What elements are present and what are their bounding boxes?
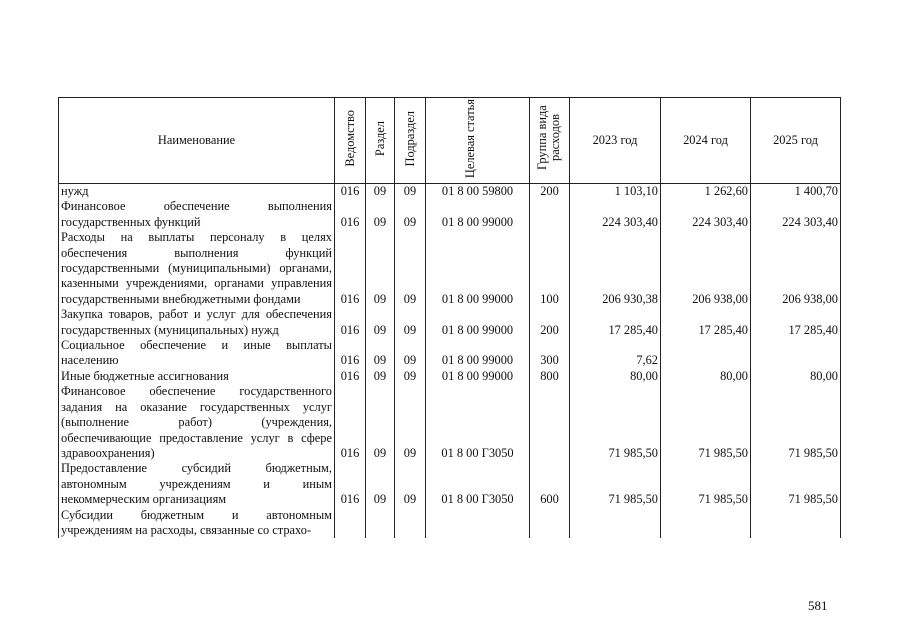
- row-section: 09: [366, 184, 395, 200]
- row-group: [530, 199, 570, 230]
- row-2025: 17 285,40: [751, 307, 841, 338]
- row-target: 01 8 00 99000: [426, 199, 530, 230]
- row-group: 100: [530, 230, 570, 307]
- row-subsection: 09: [395, 184, 426, 200]
- header-section: Раздел: [366, 98, 395, 184]
- row-2024: 206 938,00: [661, 230, 751, 307]
- row-dept: 016: [335, 230, 366, 307]
- row-2024: 71 985,50: [661, 384, 751, 461]
- row-2023: 206 930,38: [570, 230, 661, 307]
- row-dept: 016: [335, 338, 366, 369]
- row-target: 01 8 00 Г3050: [426, 461, 530, 507]
- row-subsection: 09: [395, 338, 426, 369]
- table-row: [59, 184, 841, 200]
- row-dept: 016: [335, 307, 366, 338]
- row-2025: [751, 508, 841, 539]
- row-subsection: 09: [395, 461, 426, 507]
- header-dept: Ведомство: [335, 98, 366, 184]
- row-target: 01 8 00 99000: [426, 338, 530, 369]
- header-2023: 2023 год: [570, 98, 661, 184]
- row-section: 09: [366, 369, 395, 384]
- row-section: 09: [366, 384, 395, 461]
- header-target: Целевая статья: [426, 98, 530, 184]
- row-group: 300: [530, 338, 570, 369]
- row-2023: [570, 508, 661, 539]
- row-dept: [335, 508, 366, 539]
- row-name: нужд: [59, 184, 335, 200]
- row-target: [426, 508, 530, 539]
- row-2025: 1 400,70: [751, 184, 841, 200]
- row-section: 09: [366, 461, 395, 507]
- row-subsection: [395, 508, 426, 539]
- row-subsection: 09: [395, 307, 426, 338]
- row-subsection: 09: [395, 384, 426, 461]
- row-group: [530, 508, 570, 539]
- row-2025: 71 985,50: [751, 384, 841, 461]
- row-2024: 17 285,40: [661, 307, 751, 338]
- row-section: 09: [366, 199, 395, 230]
- row-2024: [661, 508, 751, 539]
- row-2025: 71 985,50: [751, 461, 841, 507]
- row-2024: 1 262,60: [661, 184, 751, 200]
- row-subsection: 09: [395, 230, 426, 307]
- row-2023: 71 985,50: [570, 384, 661, 461]
- table-row: [59, 461, 841, 507]
- row-section: 09: [366, 230, 395, 307]
- page-number: 581: [808, 598, 828, 613]
- row-group: 800: [530, 369, 570, 384]
- row-subsection: 09: [395, 369, 426, 384]
- row-2025: 80,00: [751, 369, 841, 384]
- header-name: Наименование: [59, 98, 335, 184]
- row-2023: 7,62: [570, 338, 661, 369]
- header-subsection: Подраздел: [395, 98, 426, 184]
- row-2023: 224 303,40: [570, 199, 661, 230]
- table-row: [59, 230, 841, 307]
- row-name: Финансовое обеспечение выполнения государственных функций: [59, 199, 335, 230]
- table-row: [59, 307, 841, 338]
- row-target: 01 8 00 99000: [426, 307, 530, 338]
- table-header-row: [59, 98, 841, 184]
- row-2024: 80,00: [661, 369, 751, 384]
- row-2024: 71 985,50: [661, 461, 751, 507]
- row-section: [366, 508, 395, 539]
- table-row: [59, 369, 841, 384]
- row-group: 600: [530, 461, 570, 507]
- row-name: Иные бюджетные ассигнования: [59, 369, 335, 384]
- row-dept: 016: [335, 461, 366, 507]
- row-dept: 016: [335, 384, 366, 461]
- header-2024: 2024 год: [661, 98, 751, 184]
- table-row: [59, 338, 841, 369]
- row-2024: 224 303,40: [661, 199, 751, 230]
- table-row: [59, 508, 841, 539]
- row-target: 01 8 00 Г3050: [426, 384, 530, 461]
- row-2023: 17 285,40: [570, 307, 661, 338]
- header-2025: 2025 год: [751, 98, 841, 184]
- row-name: Социальное обеспечение и иные выплаты населению: [59, 338, 335, 369]
- row-2023: 71 985,50: [570, 461, 661, 507]
- row-group: 200: [530, 184, 570, 200]
- table-row: [59, 384, 841, 461]
- table-row: [59, 199, 841, 230]
- row-section: 09: [366, 307, 395, 338]
- row-2023: 80,00: [570, 369, 661, 384]
- row-subsection: 09: [395, 199, 426, 230]
- row-dept: 016: [335, 369, 366, 384]
- row-dept: 016: [335, 199, 366, 230]
- row-2025: 206 938,00: [751, 230, 841, 307]
- row-section: 09: [366, 338, 395, 369]
- row-2025: 224 303,40: [751, 199, 841, 230]
- header-group: Группа вида расходов: [530, 98, 570, 184]
- row-dept: 016: [335, 184, 366, 200]
- row-2023: 1 103,10: [570, 184, 661, 200]
- row-target: 01 8 00 99000: [426, 230, 530, 307]
- row-name: Расходы на выплаты персоналу в целях обеспечения выполнения функций государственными (муниципальными) органами, казенными учреждениями, органами управления государственными внебюджетными фондами: [59, 230, 335, 307]
- row-group: [530, 384, 570, 461]
- row-target: 01 8 00 99000: [426, 369, 530, 384]
- row-group: 200: [530, 307, 570, 338]
- row-name: Закупка товаров, работ и услуг для обеспечения государственных (муниципальных) нужд: [59, 307, 335, 338]
- row-name: Субсидии бюджетным и автономным учреждениям на расходы, связанные со страхо-: [59, 508, 335, 539]
- row-2025: [751, 338, 841, 369]
- row-name: Финансовое обеспечение государственного задания на оказание государственных услуг (выполнение работ) (учреждения, обеспечивающие предоставление услуг в сфере здравоохранения): [59, 384, 335, 461]
- row-2024: [661, 338, 751, 369]
- row-target: 01 8 00 59800: [426, 184, 530, 200]
- budget-table: [58, 97, 841, 538]
- row-name: Предоставление субсидий бюджетным, автономным учреждениям и иным некоммерческим организациям: [59, 461, 335, 507]
